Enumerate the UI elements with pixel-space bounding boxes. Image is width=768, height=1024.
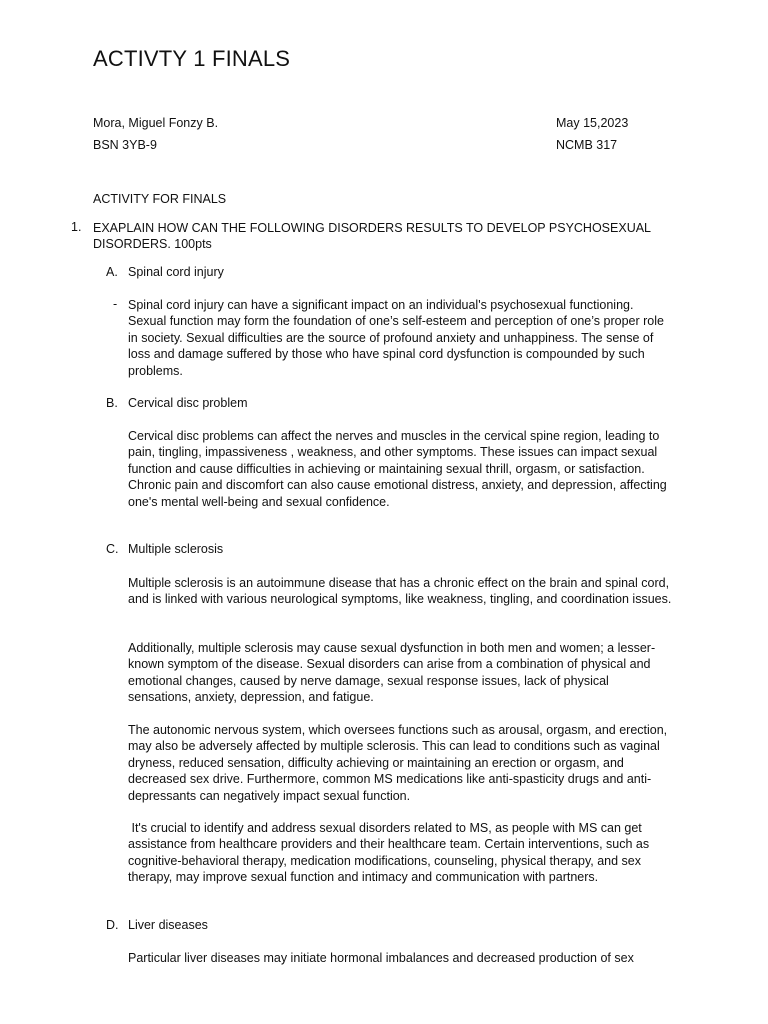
activity-label: ACTIVITY FOR FINALS — [93, 192, 227, 206]
section-c-paragraph-4: It's crucial to identify and address sexual disorders related to MS, as people with MS can get assistance from healthcare providers and their healthcare team. Certain interventions, such as cognitive-behavioral therapy, medication modifications, counseling, physical therapy, and sex therapy, may improve sexual function and intimacy and communication with partners. — [128, 821, 653, 885]
section-c-paragraph-2: Additionally, multiple sclerosis may cause sexual dysfunction in both men and women; a lesser-known symptom of the disease. Sexual disorders can arise from a combination of physical and emotional changes, caused by nerve damage, sexual response issues, lack of physical sensations, anxiety, depression, and fatigue. — [128, 641, 656, 705]
student-section: BSN 3YB-9 — [93, 138, 157, 152]
section-a-title: Spinal cord injury — [128, 265, 224, 279]
section-d-title: Liver diseases — [128, 918, 208, 932]
section-a-paragraph: Spinal cord injury can have a significant impact on an individual's psychosexual functioning. Sexual function may form the foundation of one’s self-esteem and perception of one’s proper role in society. Sexual difficulties are the source of profound anxiety and unhappiness. The sense of loss and damage suffered by those who have spinal cord dysfunction is compounded by such problems. — [128, 298, 664, 378]
section-b-title: Cervical disc problem — [128, 396, 248, 410]
section-c-paragraph-1: Multiple sclerosis is an autoimmune disease that has a chronic effect on the brain and spinal cord, and is linked with various neurological symptoms, like weakness, tingling, and coordination issues. — [128, 576, 672, 607]
question-text: EXAPLAIN HOW CAN THE FOLLOWING DISORDERS RESULTS TO DEVELOP PSYCHOSEXUAL DISORDERS. 100pts — [93, 221, 651, 251]
document-title: ACTIVTY 1 FINALS — [93, 46, 291, 71]
section-c-letter: C. — [106, 542, 119, 556]
section-b-paragraph: Cervical disc problems can affect the nerves and muscles in the cervical spine region, leading to pain, tingling, impassiveness , weakness, and other symptoms. These issues can impact sexual function and cause difficulties in achieving or maintaining sexual thrill, orgasm, or satisfaction. Chronic pain and discomfort can also cause emotional distress, anxiety, and depression, affecting one's mental well-being and sexual confidence. — [128, 429, 667, 509]
section-c-title: Multiple sclerosis — [128, 542, 224, 556]
section-d-paragraph: Particular liver diseases may initiate hormonal imbalances and decreased production of sex — [128, 951, 634, 965]
section-c-paragraph-3: The autonomic nervous system, which oversees functions such as arousal, orgasm, and erection, may also be adversely affected by multiple sclerosis. This can lead to conditions such as vaginal dryness, reduced sensation, difficulty achieving or maintaining an erection or orgasm, and decreased sex drive. Furthermore, common MS medications like anti-spasticity drugs and anti-depressants can negatively impact sexual function. — [128, 723, 668, 803]
course-code: NCMB 317 — [556, 138, 618, 152]
section-b-letter: B. — [106, 396, 118, 410]
section-a-letter: A. — [106, 265, 118, 279]
submission-date: May 15,2023 — [556, 116, 629, 130]
student-name: Mora, Miguel Fonzy B. — [93, 116, 219, 130]
section-d-letter: D. — [106, 918, 119, 932]
bullet-dash: - — [113, 297, 118, 311]
question-number: 1. — [71, 220, 82, 234]
